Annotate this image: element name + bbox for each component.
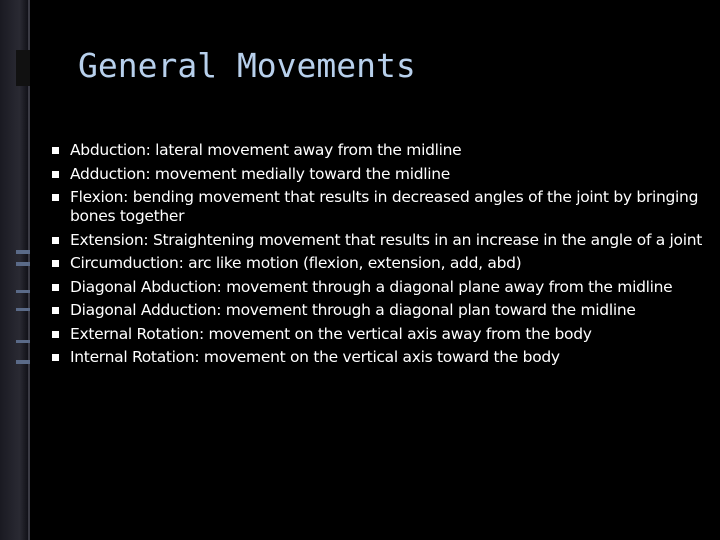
list-item-text: Abduction: lateral movement away from the midline (70, 141, 462, 159)
list-item-text: Diagonal Abduction: movement through a diagonal plane away from the midline (70, 277, 673, 296)
square-bullet-icon (52, 260, 59, 267)
list-item-text: Extension: Straightening movement that results in an increase in the angle of a joint (70, 230, 703, 249)
list-item (52, 254, 720, 273)
list-item (52, 231, 720, 250)
list-item (52, 325, 720, 344)
decorative-stripes (16, 250, 30, 370)
square-bullet-icon (52, 194, 59, 201)
list-item-text: Internal Rotation: movement on the vertical axis toward the body (70, 348, 560, 366)
decorative-block (16, 50, 30, 86)
list-item (52, 165, 720, 184)
list-item (52, 188, 720, 226)
list-item-text: Circumduction: arc like motion (flexion, extension, add, abd) (70, 254, 522, 272)
list-item-text: Diagonal Adduction: movement through a diagonal plan toward the midline (70, 301, 636, 319)
list-item (52, 141, 720, 160)
square-bullet-icon (52, 307, 59, 314)
square-bullet-icon (52, 354, 59, 361)
list-item (52, 348, 720, 367)
square-bullet-icon (52, 147, 59, 154)
square-bullet-icon (52, 284, 59, 291)
list-item-text: Adduction: movement medially toward the midline (70, 164, 451, 183)
slide-title: General Movements (78, 46, 416, 85)
bullet-list (52, 141, 720, 372)
list-item-text: Flexion: bending movement that results in decreased angles of the joint by bringing bones together (70, 188, 699, 225)
list-item (52, 278, 720, 297)
square-bullet-icon (52, 171, 59, 178)
list-item (52, 301, 720, 320)
square-bullet-icon (52, 331, 59, 338)
square-bullet-icon (52, 237, 59, 244)
list-item-text: External Rotation: movement on the vertical axis away from the body (70, 324, 592, 343)
